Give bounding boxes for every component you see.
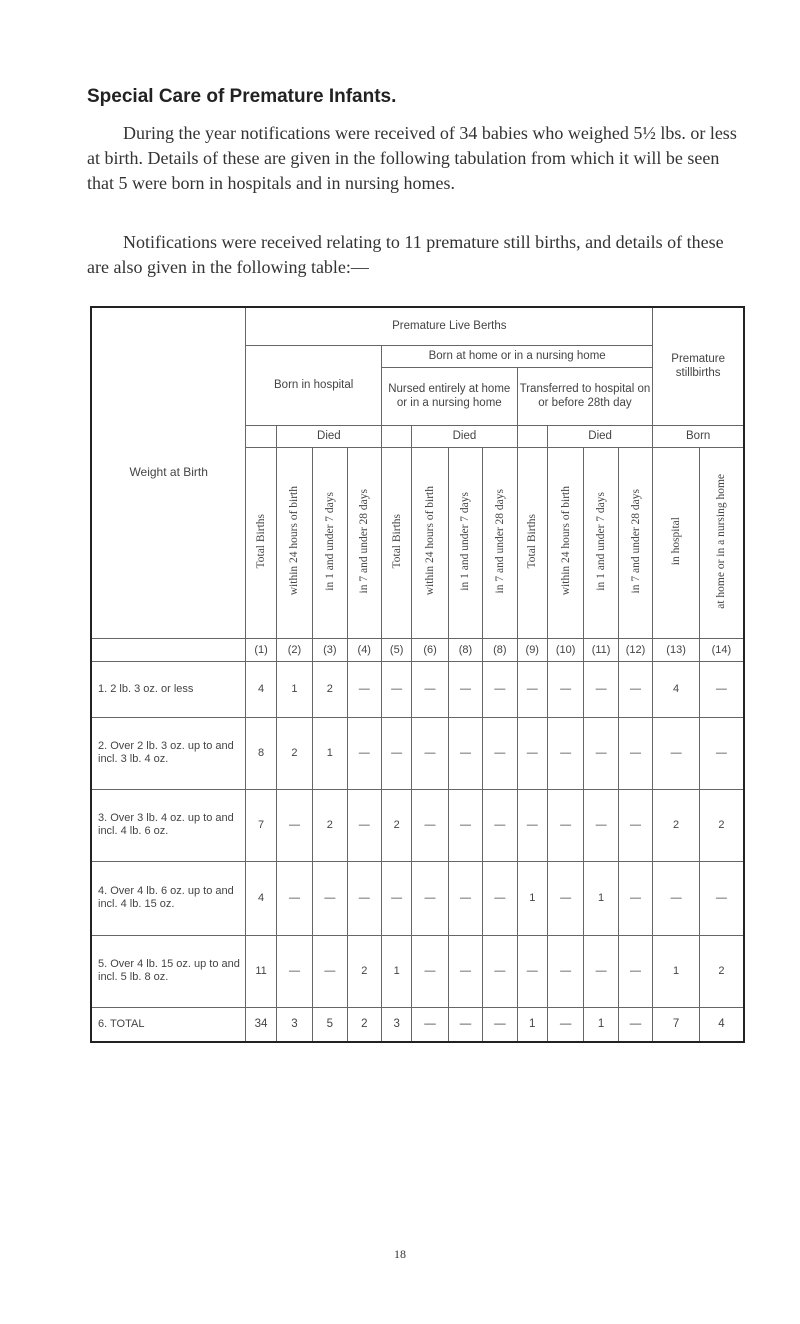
col-7-to-28-days: in 7 and under 28 days xyxy=(358,488,371,594)
transferred-header: Transferred to hospital on or before 28th day xyxy=(517,367,653,425)
table-row xyxy=(91,935,744,1007)
table-cell: — xyxy=(653,717,700,789)
col-at-home: at home or in a nursing home xyxy=(715,473,728,609)
table-cell: — xyxy=(412,789,448,861)
column-number-row xyxy=(91,638,744,661)
table-cell: — xyxy=(584,717,618,789)
row-label: 5. Over 4 lb. 15 oz. up to and incl. 5 lb. 8 oz. xyxy=(91,935,246,1007)
table-cell: — xyxy=(618,861,653,935)
row-label: 2. Over 2 lb. 3 oz. up to and incl. 3 lb. 4 oz. xyxy=(91,717,246,789)
table-cell: 2 xyxy=(699,935,744,1007)
table-cell: — xyxy=(483,661,517,717)
col-total-births: Total Births xyxy=(526,513,539,569)
col-1-to-7-days: in 1 and under 7 days xyxy=(595,491,608,591)
table-cell: — xyxy=(483,935,517,1007)
column-number: (8) xyxy=(448,638,482,661)
born-at-home-header: Born at home or in a nursing home xyxy=(381,345,652,367)
table-row xyxy=(91,861,744,935)
table-cell: 4 xyxy=(246,661,276,717)
table-cell: — xyxy=(699,661,744,717)
died-header-hospital: Died xyxy=(276,425,381,447)
column-number: (12) xyxy=(618,638,653,661)
table-cell: — xyxy=(483,861,517,935)
row-label: 4. Over 4 lb. 6 oz. up to and incl. 4 lb. 15 oz. xyxy=(91,861,246,935)
table-cell: — xyxy=(347,789,381,861)
intro-paragraph: During the year notifications were received of 34 babies who weighed 5½ lbs. or less at birth. Details of these are given in the following tabulation from which it will be seen that 5 were born in hospitals and in nursing homes. xyxy=(87,123,737,193)
table-cell: 34 xyxy=(246,1007,276,1042)
table-cell: — xyxy=(653,861,700,935)
table-cell: 2 xyxy=(653,789,700,861)
table-cell: 4 xyxy=(653,661,700,717)
table-cell: 1 xyxy=(653,935,700,1007)
table-cell: 2 xyxy=(276,717,312,789)
table-cell: — xyxy=(547,717,583,789)
stillbirths-header: Premature stillbirths xyxy=(653,307,744,425)
col-in-hospital: in hospital xyxy=(670,516,683,566)
table-cell: 2 xyxy=(313,789,347,861)
table-cell: — xyxy=(618,1007,653,1042)
column-number: (14) xyxy=(699,638,744,661)
table-cell: — xyxy=(547,789,583,861)
table-cell: — xyxy=(412,1007,448,1042)
table-row xyxy=(91,717,744,789)
table-cell: 2 xyxy=(313,661,347,717)
table-cell: — xyxy=(618,789,653,861)
column-number: (8) xyxy=(483,638,517,661)
row-label: 1. 2 lb. 3 oz. or less xyxy=(91,661,246,717)
table-cell: — xyxy=(618,717,653,789)
table-cell: — xyxy=(517,661,547,717)
table-cell: — xyxy=(313,861,347,935)
table-cell: — xyxy=(517,717,547,789)
col-total-births: Total Births xyxy=(390,513,403,569)
table-cell: 5 xyxy=(313,1007,347,1042)
stillbirth-paragraph: Notifications were received relating to 11 premature still births, and details of these are also given in the following table:— xyxy=(87,232,724,277)
col-7-to-28-days: in 7 and under 28 days xyxy=(493,488,506,594)
table-cell: 3 xyxy=(381,1007,411,1042)
table-cell: — xyxy=(412,661,448,717)
column-number: (9) xyxy=(517,638,547,661)
table-cell: — xyxy=(448,661,482,717)
table-cell: — xyxy=(313,935,347,1007)
table-cell: — xyxy=(584,935,618,1007)
table-cell: 7 xyxy=(653,1007,700,1042)
table-cell: 4 xyxy=(699,1007,744,1042)
row-label: 3. Over 3 lb. 4 oz. up to and incl. 4 lb. 6 oz. xyxy=(91,789,246,861)
table-cell: 1 xyxy=(276,661,312,717)
table-cell: — xyxy=(448,861,482,935)
col-7-to-28-days: in 7 and under 28 days xyxy=(629,488,642,594)
table-cell: 1 xyxy=(517,1007,547,1042)
table-cell: — xyxy=(517,789,547,861)
table-cell: — xyxy=(347,861,381,935)
column-number: (10) xyxy=(547,638,583,661)
table-cell: — xyxy=(517,935,547,1007)
died-header-nursed: Died xyxy=(412,425,517,447)
table-cell: — xyxy=(584,661,618,717)
table-cell: — xyxy=(412,861,448,935)
total-row xyxy=(91,1007,744,1042)
table-cell: — xyxy=(412,717,448,789)
column-number: (6) xyxy=(412,638,448,661)
col-1-to-7-days: in 1 and under 7 days xyxy=(323,491,336,591)
table-cell: — xyxy=(618,661,653,717)
born-header: Born xyxy=(653,425,744,447)
table-cell: — xyxy=(699,717,744,789)
table-cell: 1 xyxy=(517,861,547,935)
table-cell: — xyxy=(381,861,411,935)
table-cell: 1 xyxy=(381,935,411,1007)
col-within-24-hours: within 24 hours of birth xyxy=(424,486,437,596)
table-cell: 2 xyxy=(347,935,381,1007)
table-cell: — xyxy=(448,935,482,1007)
table-cell: — xyxy=(347,717,381,789)
table-cell: — xyxy=(547,1007,583,1042)
table-row xyxy=(91,661,744,717)
table-cell: — xyxy=(483,717,517,789)
column-number: (13) xyxy=(653,638,700,661)
nursed-entirely-header: Nursed entirely at home or in a nursing home xyxy=(381,367,517,425)
table-cell: — xyxy=(584,789,618,861)
table-cell: — xyxy=(483,789,517,861)
table-cell: — xyxy=(347,661,381,717)
table-cell: — xyxy=(448,1007,482,1042)
col-total-births: Total Births xyxy=(255,513,268,569)
born-in-hospital-header: Born in hospital xyxy=(246,345,382,425)
column-number: (3) xyxy=(313,638,347,661)
table-cell: — xyxy=(448,789,482,861)
table-cell: — xyxy=(699,861,744,935)
live-births-header: Premature Live Berths xyxy=(246,307,653,345)
column-number: (5) xyxy=(381,638,411,661)
table-cell: 3 xyxy=(276,1007,312,1042)
table-cell: — xyxy=(412,935,448,1007)
col-within-24-hours: within 24 hours of birth xyxy=(288,486,301,596)
weight-header: Weight at Birth xyxy=(91,307,246,638)
table-cell: — xyxy=(381,717,411,789)
table-row xyxy=(91,789,744,861)
died-header-transferred: Died xyxy=(547,425,652,447)
table-cell: — xyxy=(276,861,312,935)
table-cell: 1 xyxy=(313,717,347,789)
table-cell: — xyxy=(448,717,482,789)
column-number: (2) xyxy=(276,638,312,661)
page-number: 18 xyxy=(394,1247,406,1261)
row-label: 6. TOTAL xyxy=(91,1007,246,1042)
table-cell: 1 xyxy=(584,861,618,935)
premature-infants-table xyxy=(90,306,745,1043)
table-cell: 2 xyxy=(381,789,411,861)
table-cell: — xyxy=(618,935,653,1007)
column-number: (4) xyxy=(347,638,381,661)
page-heading: Special Care of Premature Infants. xyxy=(87,86,397,107)
table-cell: — xyxy=(547,661,583,717)
table-cell: — xyxy=(547,861,583,935)
table-cell: 8 xyxy=(246,717,276,789)
table-cell: 2 xyxy=(347,1007,381,1042)
table-cell: — xyxy=(483,1007,517,1042)
table-cell: 4 xyxy=(246,861,276,935)
table-cell: 2 xyxy=(699,789,744,861)
col-within-24-hours: within 24 hours of birth xyxy=(559,486,572,596)
column-number: (1) xyxy=(246,638,276,661)
table-cell: 7 xyxy=(246,789,276,861)
table-cell: 1 xyxy=(584,1007,618,1042)
column-number: (11) xyxy=(584,638,618,661)
table-cell: — xyxy=(381,661,411,717)
table-cell: — xyxy=(276,789,312,861)
table-cell: 11 xyxy=(246,935,276,1007)
col-1-to-7-days: in 1 and under 7 days xyxy=(459,491,472,591)
table-cell: — xyxy=(276,935,312,1007)
table-cell: — xyxy=(547,935,583,1007)
